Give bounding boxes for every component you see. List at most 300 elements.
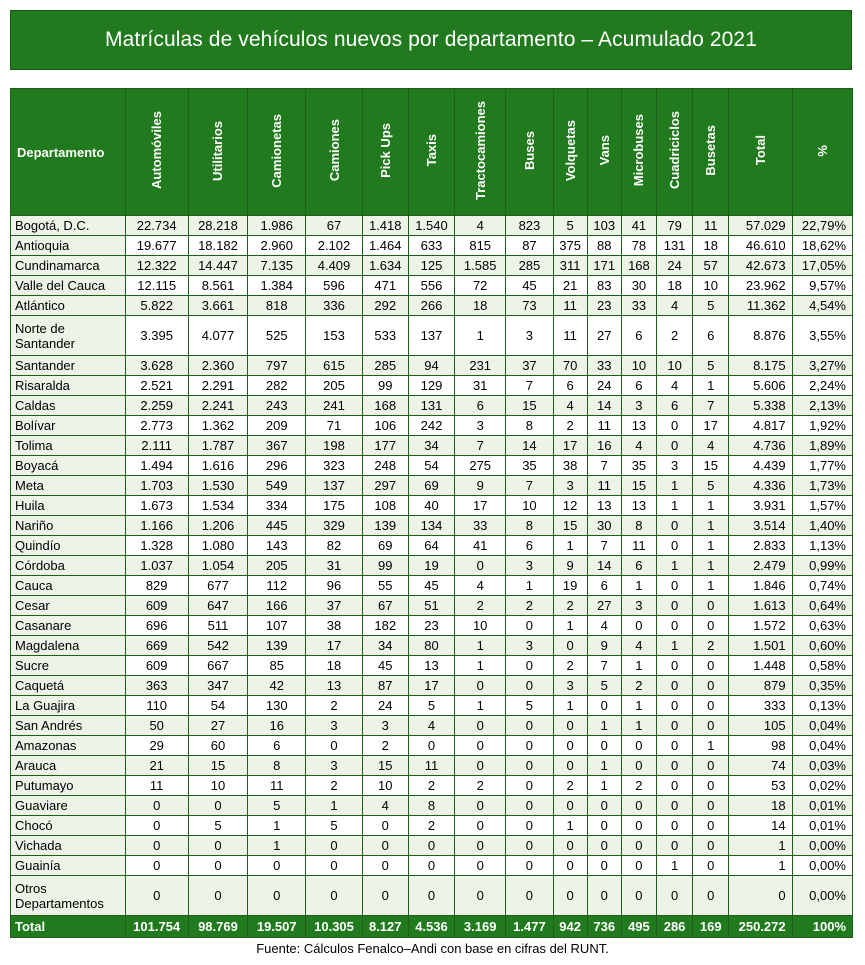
value-cell: 134 bbox=[408, 516, 454, 536]
value-cell: 471 bbox=[362, 276, 408, 296]
value-cell: 2.291 bbox=[188, 376, 247, 396]
value-cell: 0 bbox=[657, 576, 693, 596]
value-cell: 696 bbox=[125, 616, 188, 636]
value-cell: 1.986 bbox=[248, 216, 306, 236]
value-cell: 9,57% bbox=[792, 276, 852, 296]
value-cell: 1.037 bbox=[125, 556, 188, 576]
table-row bbox=[11, 416, 853, 436]
value-cell: 0 bbox=[657, 516, 693, 536]
value-cell: 336 bbox=[306, 296, 362, 316]
value-cell: 677 bbox=[188, 576, 247, 596]
value-cell: 0 bbox=[248, 856, 306, 876]
value-cell: 45 bbox=[408, 576, 454, 596]
value-cell: 2.360 bbox=[188, 356, 247, 376]
department-cell: Nariño bbox=[11, 516, 126, 536]
value-cell: 879 bbox=[729, 676, 792, 696]
value-cell: 329 bbox=[306, 516, 362, 536]
value-cell: 0 bbox=[657, 696, 693, 716]
value-cell: 5 bbox=[553, 216, 587, 236]
value-cell: 0 bbox=[693, 616, 729, 636]
value-cell: 2.111 bbox=[125, 436, 188, 456]
value-cell: 0 bbox=[693, 696, 729, 716]
value-cell: 0 bbox=[553, 716, 587, 736]
total-cell: 3.169 bbox=[455, 916, 506, 938]
value-cell: 0,00% bbox=[792, 856, 852, 876]
column-header-label: Total bbox=[752, 135, 768, 166]
value-cell: 27 bbox=[587, 316, 621, 356]
column-header-label: Tractocamiones bbox=[472, 101, 488, 200]
department-cell: Cesar bbox=[11, 596, 126, 616]
value-cell: 80 bbox=[408, 636, 454, 656]
value-cell: 53 bbox=[729, 776, 792, 796]
value-cell: 11 bbox=[621, 536, 656, 556]
value-cell: 2.833 bbox=[729, 536, 792, 556]
value-cell: 1.530 bbox=[188, 476, 247, 496]
value-cell: 71 bbox=[306, 416, 362, 436]
table-row bbox=[11, 376, 853, 396]
table-row bbox=[11, 716, 853, 736]
value-cell: 5 bbox=[587, 676, 621, 696]
value-cell: 98 bbox=[729, 736, 792, 756]
value-cell: 143 bbox=[248, 536, 306, 556]
value-cell: 1.166 bbox=[125, 516, 188, 536]
value-cell: 4 bbox=[553, 396, 587, 416]
department-cell: Arauca bbox=[11, 756, 126, 776]
value-cell: 0 bbox=[693, 676, 729, 696]
value-cell: 1 bbox=[455, 656, 506, 676]
value-cell: 45 bbox=[506, 276, 553, 296]
value-cell: 0 bbox=[408, 876, 454, 916]
value-cell: 0 bbox=[306, 736, 362, 756]
column-header-label: Volquetas bbox=[562, 119, 578, 182]
value-cell: 11 bbox=[587, 416, 621, 436]
value-cell: 0,02% bbox=[792, 776, 852, 796]
value-cell: 5.606 bbox=[729, 376, 792, 396]
value-cell: 615 bbox=[306, 356, 362, 376]
total-cell: 286 bbox=[657, 916, 693, 938]
value-cell: 50 bbox=[125, 716, 188, 736]
value-cell: 11 bbox=[408, 756, 454, 776]
value-cell: 1 bbox=[621, 716, 656, 736]
value-cell: 0 bbox=[657, 776, 693, 796]
value-cell: 1.673 bbox=[125, 496, 188, 516]
value-cell: 0 bbox=[657, 536, 693, 556]
department-cell: Caquetá bbox=[11, 676, 126, 696]
value-cell: 131 bbox=[657, 236, 693, 256]
title-banner bbox=[10, 10, 852, 70]
value-cell: 525 bbox=[248, 316, 306, 356]
value-cell: 1.634 bbox=[362, 256, 408, 276]
value-cell: 131 bbox=[408, 396, 454, 416]
value-cell: 5 bbox=[693, 476, 729, 496]
value-cell: 0 bbox=[621, 856, 656, 876]
column-header-label: Buses bbox=[521, 130, 537, 171]
value-cell: 54 bbox=[188, 696, 247, 716]
value-cell: 0,64% bbox=[792, 596, 852, 616]
value-cell: 0 bbox=[455, 876, 506, 916]
value-cell: 107 bbox=[248, 616, 306, 636]
table-row bbox=[11, 696, 853, 716]
column-header bbox=[188, 89, 247, 216]
department-cell: Bogotá, D.C. bbox=[11, 216, 126, 236]
value-cell: 209 bbox=[248, 416, 306, 436]
value-cell: 4.409 bbox=[306, 256, 362, 276]
value-cell: 79 bbox=[657, 216, 693, 236]
value-cell: 1 bbox=[455, 696, 506, 716]
column-header bbox=[506, 89, 553, 216]
value-cell: 14 bbox=[587, 396, 621, 416]
value-cell: 67 bbox=[306, 216, 362, 236]
value-cell: 2 bbox=[306, 696, 362, 716]
value-cell: 1 bbox=[693, 556, 729, 576]
value-cell: 0 bbox=[587, 836, 621, 856]
table-row bbox=[11, 256, 853, 276]
table-row bbox=[11, 856, 853, 876]
column-header bbox=[621, 89, 656, 216]
value-cell: 125 bbox=[408, 256, 454, 276]
value-cell: 9 bbox=[455, 476, 506, 496]
value-cell: 2 bbox=[408, 816, 454, 836]
value-cell: 35 bbox=[506, 456, 553, 476]
value-cell: 296 bbox=[248, 456, 306, 476]
value-cell: 33 bbox=[621, 296, 656, 316]
value-cell: 818 bbox=[248, 296, 306, 316]
value-cell: 0 bbox=[553, 796, 587, 816]
value-cell: 1 bbox=[506, 576, 553, 596]
table-row bbox=[11, 876, 853, 916]
value-cell: 0 bbox=[455, 796, 506, 816]
value-cell: 3 bbox=[306, 756, 362, 776]
value-cell: 1.054 bbox=[188, 556, 247, 576]
value-cell: 69 bbox=[408, 476, 454, 496]
department-cell: Caldas bbox=[11, 396, 126, 416]
value-cell: 2.259 bbox=[125, 396, 188, 416]
table-row bbox=[11, 616, 853, 636]
value-cell: 0 bbox=[455, 756, 506, 776]
value-cell: 12.115 bbox=[125, 276, 188, 296]
value-cell: 87 bbox=[506, 236, 553, 256]
value-cell: 0,13% bbox=[792, 696, 852, 716]
value-cell: 3,27% bbox=[792, 356, 852, 376]
value-cell: 6 bbox=[553, 376, 587, 396]
value-cell: 15 bbox=[621, 476, 656, 496]
value-cell: 0 bbox=[657, 656, 693, 676]
column-header-label: Camionetas bbox=[269, 113, 285, 188]
value-cell: 549 bbox=[248, 476, 306, 496]
value-cell: 1,77% bbox=[792, 456, 852, 476]
value-cell: 0 bbox=[693, 596, 729, 616]
value-cell: 13 bbox=[621, 416, 656, 436]
column-header-label: % bbox=[814, 144, 830, 157]
value-cell: 23.962 bbox=[729, 276, 792, 296]
value-cell: 5 bbox=[248, 796, 306, 816]
value-cell: 8 bbox=[506, 516, 553, 536]
value-cell: 17 bbox=[455, 496, 506, 516]
value-cell: 2 bbox=[621, 676, 656, 696]
value-cell: 0 bbox=[455, 856, 506, 876]
value-cell: 171 bbox=[587, 256, 621, 276]
value-cell: 15 bbox=[362, 756, 408, 776]
value-cell: 78 bbox=[621, 236, 656, 256]
value-cell: 4.817 bbox=[729, 416, 792, 436]
department-cell: Risaralda bbox=[11, 376, 126, 396]
value-cell: 34 bbox=[408, 436, 454, 456]
value-cell: 182 bbox=[362, 616, 408, 636]
department-cell: Sucre bbox=[11, 656, 126, 676]
table-row bbox=[11, 496, 853, 516]
value-cell: 2,24% bbox=[792, 376, 852, 396]
value-cell: 0 bbox=[506, 756, 553, 776]
value-cell: 88 bbox=[587, 236, 621, 256]
value-cell: 99 bbox=[362, 376, 408, 396]
value-cell: 0 bbox=[506, 616, 553, 636]
value-cell: 2,13% bbox=[792, 396, 852, 416]
value-cell: 248 bbox=[362, 456, 408, 476]
value-cell: 1 bbox=[693, 536, 729, 556]
value-cell: 4.736 bbox=[729, 436, 792, 456]
value-cell: 2 bbox=[621, 776, 656, 796]
value-cell: 16 bbox=[587, 436, 621, 456]
value-cell: 57.029 bbox=[729, 216, 792, 236]
value-cell: 3.395 bbox=[125, 316, 188, 356]
value-cell: 72 bbox=[455, 276, 506, 296]
value-cell: 0 bbox=[506, 776, 553, 796]
value-cell: 1.448 bbox=[729, 656, 792, 676]
value-cell: 17 bbox=[306, 636, 362, 656]
value-cell: 0 bbox=[553, 756, 587, 776]
department-cell: Quindío bbox=[11, 536, 126, 556]
value-cell: 4 bbox=[455, 216, 506, 236]
value-cell: 5 bbox=[693, 356, 729, 376]
value-cell: 0 bbox=[188, 796, 247, 816]
department-cell: Boyacá bbox=[11, 456, 126, 476]
value-cell: 12.322 bbox=[125, 256, 188, 276]
value-cell: 1.534 bbox=[188, 496, 247, 516]
department-cell: Meta bbox=[11, 476, 126, 496]
value-cell: 0 bbox=[455, 556, 506, 576]
value-cell: 37 bbox=[506, 356, 553, 376]
value-cell: 35 bbox=[621, 456, 656, 476]
value-cell: 4 bbox=[587, 616, 621, 636]
value-cell: 11 bbox=[553, 296, 587, 316]
value-cell: 0 bbox=[362, 836, 408, 856]
total-cell: 4.536 bbox=[408, 916, 454, 938]
value-cell: 1 bbox=[657, 496, 693, 516]
value-cell: 14 bbox=[587, 556, 621, 576]
value-cell: 4.439 bbox=[729, 456, 792, 476]
value-cell: 1.585 bbox=[455, 256, 506, 276]
value-cell: 168 bbox=[621, 256, 656, 276]
value-cell: 275 bbox=[455, 456, 506, 476]
value-cell: 2 bbox=[506, 596, 553, 616]
value-cell: 15 bbox=[506, 396, 553, 416]
value-cell: 0 bbox=[553, 836, 587, 856]
value-cell: 27 bbox=[587, 596, 621, 616]
value-cell: 1 bbox=[553, 616, 587, 636]
value-cell: 3.661 bbox=[188, 296, 247, 316]
value-cell: 1 bbox=[587, 776, 621, 796]
value-cell: 2 bbox=[455, 776, 506, 796]
value-cell: 110 bbox=[125, 696, 188, 716]
value-cell: 0 bbox=[188, 876, 247, 916]
table-row bbox=[11, 796, 853, 816]
value-cell: 1.418 bbox=[362, 216, 408, 236]
value-cell: 5 bbox=[506, 696, 553, 716]
value-cell: 19.677 bbox=[125, 236, 188, 256]
total-cell: 100% bbox=[792, 916, 852, 938]
value-cell: 1 bbox=[621, 656, 656, 676]
department-cell: Guainía bbox=[11, 856, 126, 876]
header-row bbox=[11, 89, 853, 216]
department-cell: Putumayo bbox=[11, 776, 126, 796]
value-cell: 0,35% bbox=[792, 676, 852, 696]
value-cell: 1 bbox=[657, 476, 693, 496]
value-cell: 166 bbox=[248, 596, 306, 616]
value-cell: 1 bbox=[729, 856, 792, 876]
value-cell: 7 bbox=[587, 656, 621, 676]
value-cell: 11 bbox=[553, 316, 587, 356]
value-cell: 1 bbox=[693, 516, 729, 536]
total-row bbox=[11, 916, 853, 938]
value-cell: 13 bbox=[587, 496, 621, 516]
value-cell: 0 bbox=[657, 816, 693, 836]
value-cell: 7 bbox=[506, 476, 553, 496]
value-cell: 0 bbox=[693, 876, 729, 916]
value-cell: 0 bbox=[693, 796, 729, 816]
column-header bbox=[408, 89, 454, 216]
value-cell: 17 bbox=[693, 416, 729, 436]
column-header bbox=[729, 89, 792, 216]
value-cell: 17 bbox=[553, 436, 587, 456]
value-cell: 40 bbox=[408, 496, 454, 516]
value-cell: 82 bbox=[306, 536, 362, 556]
value-cell: 2 bbox=[693, 636, 729, 656]
value-cell: 375 bbox=[553, 236, 587, 256]
table-row bbox=[11, 576, 853, 596]
value-cell: 0 bbox=[362, 816, 408, 836]
column-header-label: Vans bbox=[596, 135, 612, 166]
value-cell: 31 bbox=[306, 556, 362, 576]
value-cell: 0 bbox=[125, 876, 188, 916]
value-cell: 10 bbox=[506, 496, 553, 516]
value-cell: 1.362 bbox=[188, 416, 247, 436]
total-cell: 19.507 bbox=[248, 916, 306, 938]
column-header: Departamento bbox=[11, 89, 126, 216]
table-row bbox=[11, 776, 853, 796]
table-row bbox=[11, 296, 853, 316]
department-cell: Córdoba bbox=[11, 556, 126, 576]
column-header bbox=[125, 89, 188, 216]
value-cell: 4 bbox=[455, 576, 506, 596]
department-cell: Antioquia bbox=[11, 236, 126, 256]
value-cell: 22,79% bbox=[792, 216, 852, 236]
value-cell: 0,04% bbox=[792, 736, 852, 756]
value-cell: 241 bbox=[306, 396, 362, 416]
total-cell: 169 bbox=[693, 916, 729, 938]
value-cell: 2 bbox=[553, 416, 587, 436]
value-cell: 33 bbox=[455, 516, 506, 536]
value-cell: 3 bbox=[506, 556, 553, 576]
value-cell: 3,55% bbox=[792, 316, 852, 356]
value-cell: 3 bbox=[553, 476, 587, 496]
value-cell: 0 bbox=[362, 856, 408, 876]
value-cell: 1.616 bbox=[188, 456, 247, 476]
value-cell: 0 bbox=[693, 656, 729, 676]
value-cell: 511 bbox=[188, 616, 247, 636]
department-cell: Chocó bbox=[11, 816, 126, 836]
value-cell: 1 bbox=[455, 636, 506, 656]
value-cell: 6 bbox=[587, 576, 621, 596]
value-cell: 175 bbox=[306, 496, 362, 516]
value-cell: 0 bbox=[621, 796, 656, 816]
value-cell: 0 bbox=[657, 676, 693, 696]
value-cell: 6 bbox=[506, 536, 553, 556]
value-cell: 2.960 bbox=[248, 236, 306, 256]
value-cell: 4.336 bbox=[729, 476, 792, 496]
value-cell: 4 bbox=[693, 436, 729, 456]
value-cell: 0 bbox=[188, 856, 247, 876]
value-cell: 0 bbox=[506, 876, 553, 916]
value-cell: 0 bbox=[506, 856, 553, 876]
value-cell: 367 bbox=[248, 436, 306, 456]
column-header bbox=[657, 89, 693, 216]
value-cell: 0 bbox=[693, 816, 729, 836]
value-cell: 73 bbox=[506, 296, 553, 316]
value-cell: 34 bbox=[362, 636, 408, 656]
value-cell: 1,57% bbox=[792, 496, 852, 516]
value-cell: 0 bbox=[729, 876, 792, 916]
value-cell: 0 bbox=[657, 616, 693, 636]
value-cell: 8 bbox=[621, 516, 656, 536]
value-cell: 285 bbox=[362, 356, 408, 376]
value-cell: 0 bbox=[621, 836, 656, 856]
value-cell: 0 bbox=[587, 796, 621, 816]
value-cell: 6 bbox=[621, 376, 656, 396]
value-cell: 15 bbox=[693, 456, 729, 476]
value-cell: 0 bbox=[657, 836, 693, 856]
value-cell: 1.703 bbox=[125, 476, 188, 496]
value-cell: 1 bbox=[553, 816, 587, 836]
value-cell: 8.175 bbox=[729, 356, 792, 376]
value-cell: 28.218 bbox=[188, 216, 247, 236]
value-cell: 0 bbox=[621, 816, 656, 836]
value-cell: 168 bbox=[362, 396, 408, 416]
value-cell: 6 bbox=[693, 316, 729, 356]
value-cell: 0 bbox=[657, 736, 693, 756]
value-cell: 9 bbox=[553, 556, 587, 576]
value-cell: 3 bbox=[553, 676, 587, 696]
column-header bbox=[306, 89, 362, 216]
value-cell: 41 bbox=[455, 536, 506, 556]
value-cell: 1 bbox=[657, 556, 693, 576]
department-cell: Otros Departamentos bbox=[11, 876, 126, 916]
value-cell: 18.182 bbox=[188, 236, 247, 256]
table-row bbox=[11, 656, 853, 676]
department-cell: Vichada bbox=[11, 836, 126, 856]
value-cell: 0 bbox=[455, 836, 506, 856]
column-header-label: Cuadriciclos bbox=[667, 111, 683, 190]
value-cell: 24 bbox=[657, 256, 693, 276]
column-header bbox=[693, 89, 729, 216]
value-cell: 10 bbox=[362, 776, 408, 796]
department-cell: Bolívar bbox=[11, 416, 126, 436]
value-cell: 0 bbox=[455, 676, 506, 696]
value-cell: 0 bbox=[621, 876, 656, 916]
value-cell: 30 bbox=[587, 516, 621, 536]
value-cell: 4.077 bbox=[188, 316, 247, 356]
value-cell: 0,00% bbox=[792, 836, 852, 856]
column-header bbox=[792, 89, 852, 216]
